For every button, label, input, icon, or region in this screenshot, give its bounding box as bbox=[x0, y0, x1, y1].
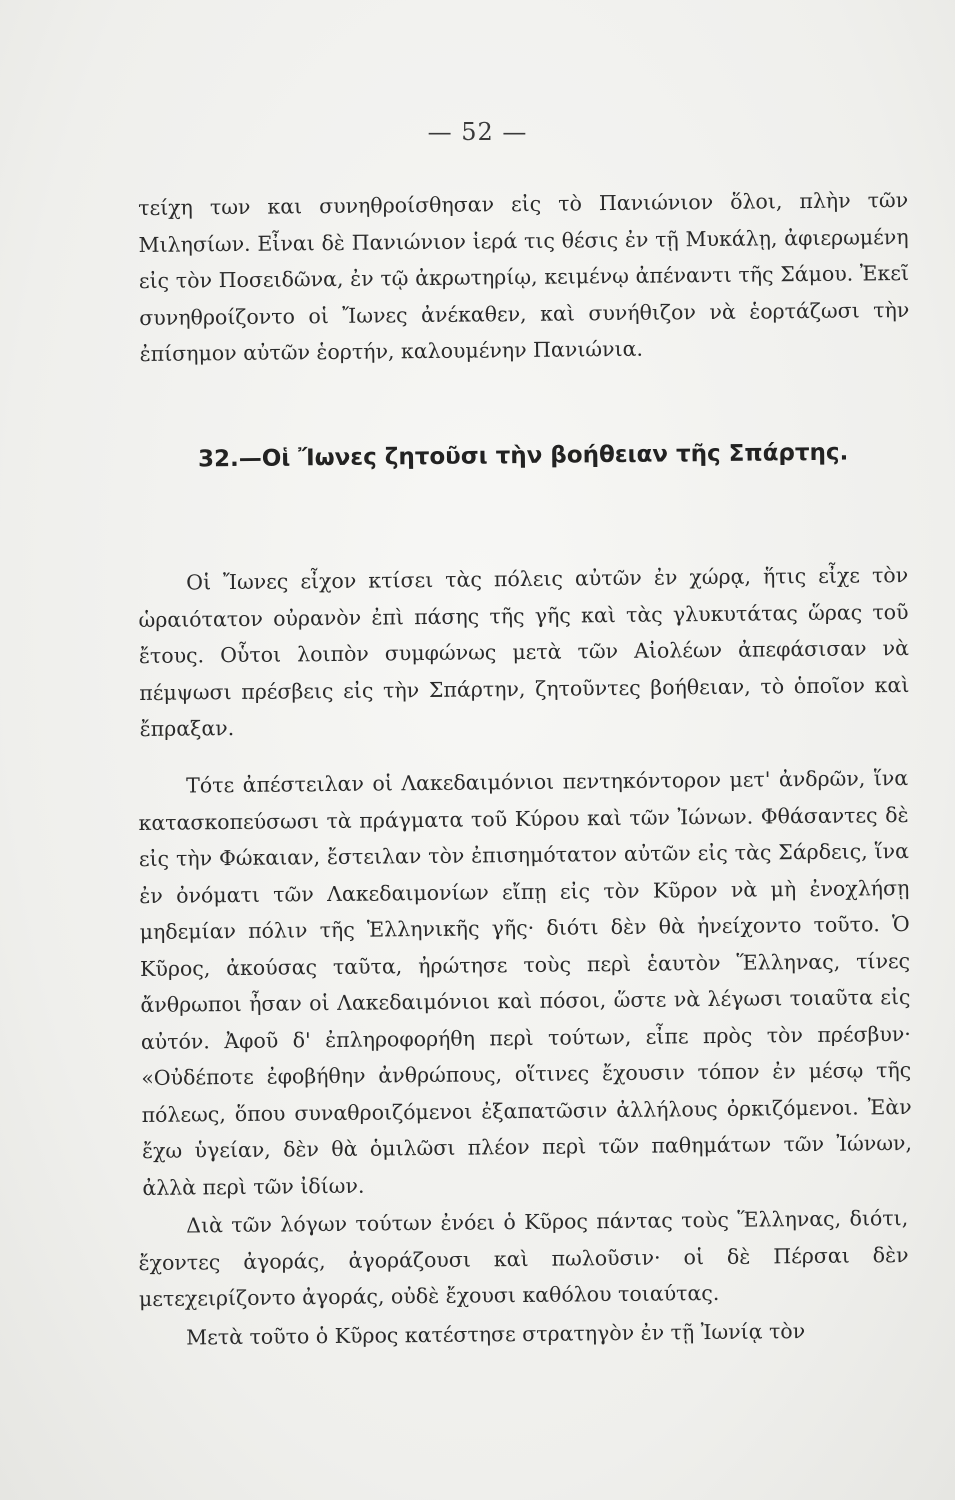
paragraph-ionians bbox=[138, 557, 910, 748]
page-number: — 52 — bbox=[427, 118, 528, 146]
paragraph-lacedaemonians bbox=[138, 760, 913, 1206]
paragraph-intro bbox=[138, 182, 910, 373]
paragraph-text: τείχη των και συνηθροίσθησαν εἰς τὸ Πανιώνιον ὅλοι, πλὴν τῶν Μιλησίων. Εἶναι δὲ Πανιώνιον ἱερά τις θέσις ἐν τῇ Μυκάλῃ, ἀφιερωμένη εἰς τὸν Ποσειδῶνα, ἐν τῷ ἀκρωτηρίῳ, κειμένῳ ἀπέναντι τῆς Σάμου. Ἐκεῖ συνηθροίζοντο οἱ Ἴωνες ἀνέκαθεν, καὶ συνήθιζον νὰ ἑορτάζωσι τὴν ἐπίσημον αὐτῶν ἑορτήν, καλουμένην Πανιώνια. bbox=[138, 187, 910, 366]
paragraph-text: Μετὰ τοῦτο ὁ Κῦρος κατέστησε στρατηγὸν ἐν τῇ Ἰωνίᾳ τὸν bbox=[186, 1319, 806, 1350]
paragraph-after bbox=[138, 1312, 908, 1357]
paragraph-text: Διὰ τῶν λόγων τούτων ἐνόει ὁ Κῦρος πάντας τοὺς Ἕλληνας, διότι, ἔχοντες ἀγοράς, ἀγοράζουσι καὶ πωλοῦσιν· οἱ δὲ Πέρσαι δὲν μετεχειρίζοντο ἀγοράς, οὐδὲ ἔχουσι καθόλου τοιαύτας. bbox=[138, 1205, 909, 1311]
paragraph-cyrus-meaning bbox=[138, 1200, 909, 1318]
section-heading: 32.—Οἱ Ἴωνες ζητοῦσι τὴν βοήθειαν τῆς Σπάρτης. bbox=[197, 439, 849, 473]
paragraph-text: Τότε ἀπέστειλαν οἱ Λακεδαιμόνιοι πεντηκόντορον μετ' ἀνδρῶν, ἵνα κατασκοπεύσωσι τὰ πράγματα τοῦ Κύρου καὶ τῶν Ἰώνων. Φθάσαντες δὲ εἰς τὴν Φώκαιαν, ἔστειλαν τὸν ἐπισημότατον αὐτῶν εἰς τὰς Σάρδεις, ἵνα ἐν ὀνόματι τῶν Λακεδαιμονίων εἴπῃ εἰς τὸν Κῦρον νὰ μὴ ἐνοχλήσῃ μηδεμίαν πόλιν τῆς Ἑλληνικῆς γῆς· διότι δὲν θὰ ἠνείχοντο τοῦτο. Ὁ Κῦρος, ἀκούσας ταῦτα, ἠρώτησε τοὺς περὶ ἑαυτὸν Ἕλληνας, τίνες ἄνθρωποι ἦσαν οἱ Λακεδαιμόνιοι καὶ πόσοι, ὥστε νὰ λέγωσι τοιαῦτα εἰς αὐτόν. Ἀφοῦ δ' ἐπληροφορήθη περὶ τούτων, εἶπε πρὸς τὸν πρέσβυν· «Οὐδέποτε ἐφοβήθην ἀνθρώπους, οἵτινες ἔχουσιν τόπον ἐν μέσῳ τῆς πόλεως, ὅπου συναθροιζόμενοι ἐξαπατῶσιν ἀλλήλους ὀρκιζόμενοι. Ἐὰν ἔχω ὑγείαν, δὲν θὰ ὁμιλῶσι πλέον περὶ τῶν παθημάτων τῶν Ἰώνων, ἀλλὰ περὶ τῶν ἰδίων. bbox=[138, 765, 913, 1200]
paragraph-text: Οἱ Ἴωνες εἶχον κτίσει τὰς πόλεις αὐτῶν ἐν χώρᾳ, ἥτις εἶχε τὸν ὡραιότατον οὐρανὸν ἐπὶ πάσης τῆς γῆς καὶ τὰς γλυκυτάτας ὥρας τοῦ ἔτους. Οὗτοι λοιπὸν συμφώνως μετὰ τῶν Αἰολέων ἀπεφάσισαν νὰ πέμψωσι πρέσβεις εἰς τὴν Σπάρτην, ζητοῦντες βοήθειαν, τὸ ὁποῖον καὶ ἔπραξαν. bbox=[138, 562, 910, 741]
